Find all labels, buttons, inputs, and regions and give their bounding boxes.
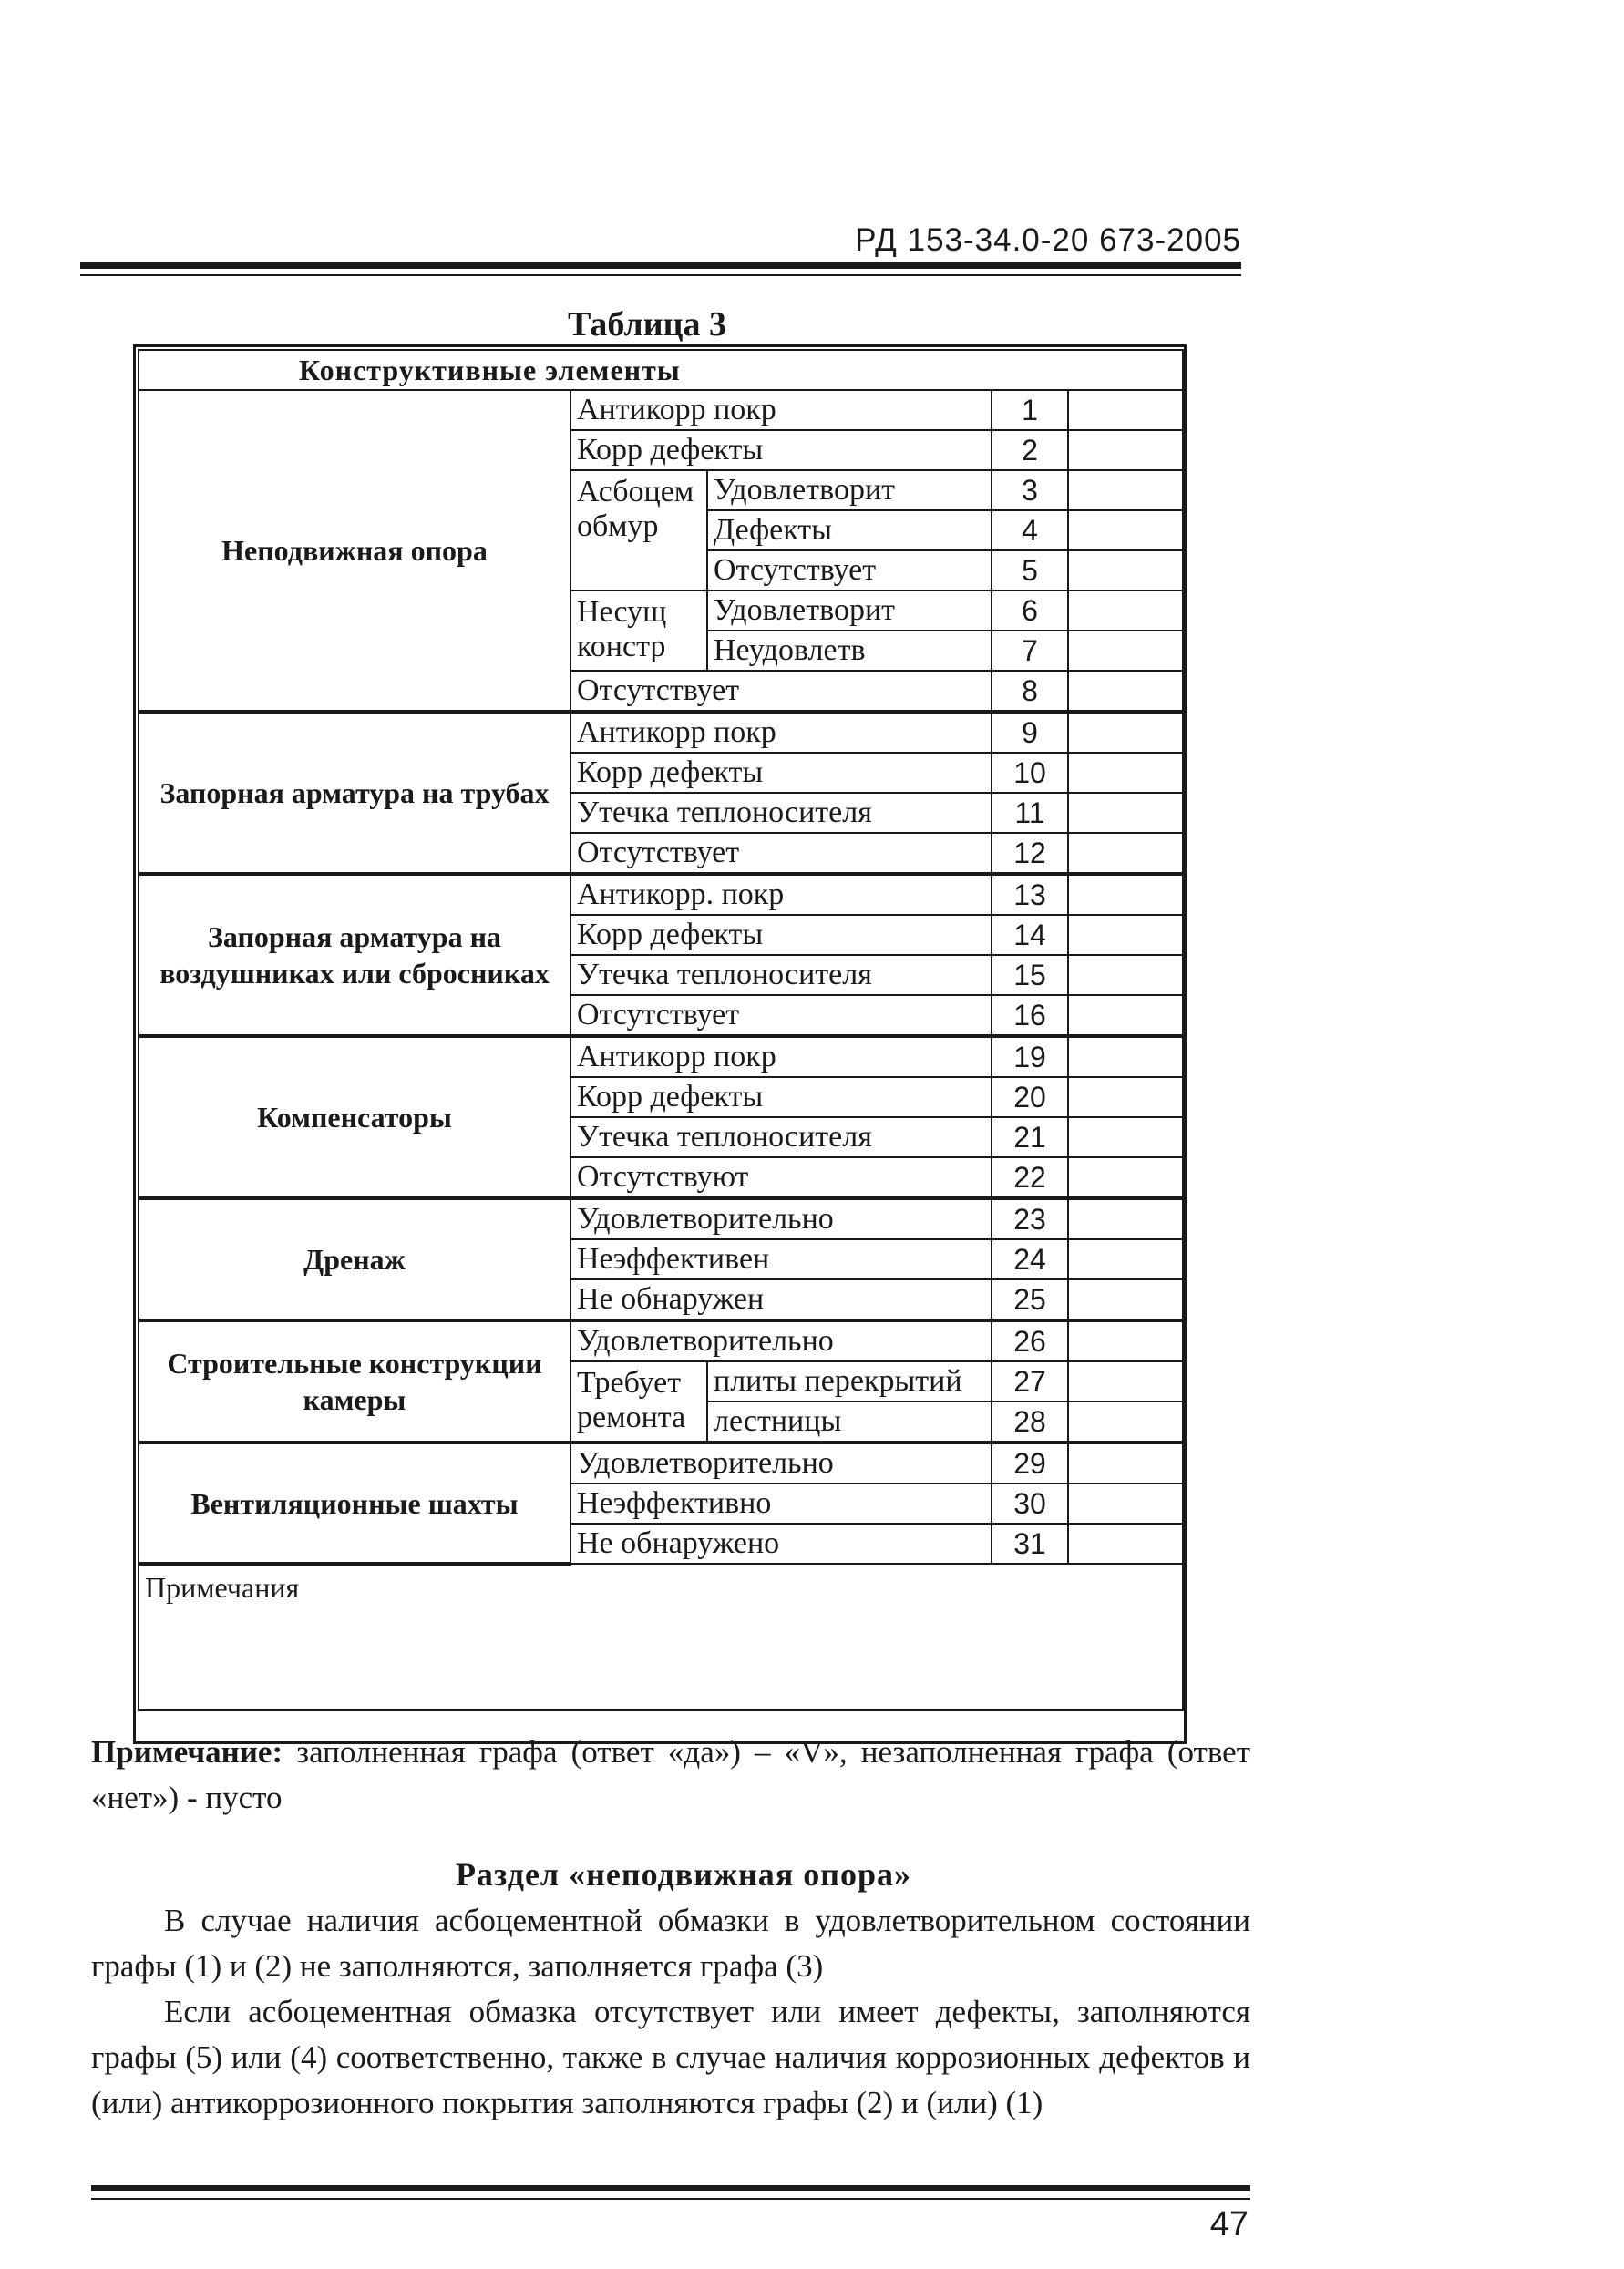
row-label: Утечка теплоносителя — [570, 1117, 992, 1157]
row-number: 25 — [992, 1279, 1068, 1320]
row-number: 29 — [992, 1443, 1068, 1484]
answer-cell[interactable] — [1068, 1239, 1183, 1279]
group-name: Строительные конструкции камеры — [139, 1320, 570, 1443]
row-number: 28 — [992, 1401, 1068, 1443]
row-number: 8 — [992, 671, 1068, 712]
answer-cell[interactable] — [1068, 793, 1183, 833]
row-number: 5 — [992, 550, 1068, 590]
answer-cell[interactable] — [1068, 430, 1183, 470]
row-label: Корр дефекты — [570, 430, 992, 470]
answer-cell[interactable] — [1068, 671, 1183, 712]
paragraph-2: Если асбоцементная обмазка отсутствует или имеет дефекты, заполняются графы (5) или (4) соответственно, также в случае наличия коррозионных дефектов и (или) антикоррозионного покрытия заполняются графы (2) и (или) (1) — [91, 1994, 1250, 2120]
answer-cell[interactable] — [1068, 1117, 1183, 1157]
row-number: 4 — [992, 510, 1068, 550]
row-label: Отсутствует — [707, 550, 992, 590]
answer-cell[interactable] — [1068, 550, 1183, 590]
row-number: 12 — [992, 833, 1068, 874]
row-number: 31 — [992, 1524, 1068, 1564]
row-label: Антикорр. покр — [570, 874, 992, 915]
section-title: Раздел «неподвижная опора» — [455, 1856, 912, 1893]
footer-rule — [91, 2185, 1250, 2191]
row-label: Отсутствуют — [570, 1157, 992, 1198]
row-label: Отсутствует — [570, 671, 992, 712]
answer-cell[interactable] — [1068, 1484, 1183, 1524]
notes-field[interactable]: Примечания — [139, 1564, 1183, 1710]
row-number: 21 — [992, 1117, 1068, 1157]
row-label: плиты перекрытий — [707, 1361, 992, 1401]
group-name: Дренаж — [139, 1198, 570, 1320]
row-label: Удовлетворительно — [570, 1198, 992, 1239]
group-name: Компенсаторы — [139, 1036, 570, 1198]
row-number: 24 — [992, 1239, 1068, 1279]
answer-cell[interactable] — [1068, 1524, 1183, 1564]
row-label: Удовлетворительно — [570, 1443, 992, 1484]
group-name: Запорная арматура на воздушниках или сбросниках — [139, 874, 570, 1036]
group-name: Запорная арматура на трубах — [139, 712, 570, 874]
answer-cell[interactable] — [1068, 1157, 1183, 1198]
row-number: 19 — [992, 1036, 1068, 1077]
answer-cell[interactable] — [1068, 955, 1183, 995]
row-label: Не обнаружено — [570, 1524, 992, 1564]
row-label: Утечка теплоносителя — [570, 955, 992, 995]
row-number: 9 — [992, 712, 1068, 753]
row-number: 16 — [992, 995, 1068, 1036]
row-label: Корр дефекты — [570, 1077, 992, 1117]
page-number: 47 — [1209, 2205, 1249, 2243]
answer-cell[interactable] — [1068, 753, 1183, 793]
answer-cell[interactable] — [1068, 1320, 1183, 1361]
row-number: 14 — [992, 915, 1068, 955]
row-number: 3 — [992, 470, 1068, 510]
header-rule-thin — [80, 274, 1241, 276]
answer-cell[interactable] — [1068, 1198, 1183, 1239]
table-header: Конструктивные элементы — [139, 350, 1183, 390]
row-label: Корр дефекты — [570, 753, 992, 793]
group-name: Вентиляционные шахты — [139, 1443, 570, 1564]
answer-cell[interactable] — [1068, 390, 1183, 430]
row-number: 1 — [992, 390, 1068, 430]
footer-rule-thin — [91, 2198, 1250, 2200]
header-rule — [80, 262, 1241, 269]
note-text: заполненная графа (ответ «да») – «V», незаполненная графа (ответ «нет») - пусто — [91, 1734, 1250, 1815]
row-label: Антикорр покр — [570, 390, 992, 430]
row-label: Корр дефекты — [570, 915, 992, 955]
row-number: 26 — [992, 1320, 1068, 1361]
row-label: Удовлетворительно — [570, 1320, 992, 1361]
paragraph-1: В случае наличия асбоцементной обмазки в удовлетворительном состоянии графы (1) и (2) не заполняются, заполняется графа (3) — [91, 1903, 1250, 1984]
answer-cell[interactable] — [1068, 510, 1183, 550]
row-label: Неэффективно — [570, 1484, 992, 1524]
subgroup-label: Несущ констр — [570, 590, 707, 671]
answer-cell[interactable] — [1068, 1279, 1183, 1320]
answer-cell[interactable] — [1068, 915, 1183, 955]
subgroup-label: Асбоцем обмур — [570, 470, 707, 590]
answer-cell[interactable] — [1068, 1361, 1183, 1401]
row-number: 7 — [992, 631, 1068, 671]
row-number: 20 — [992, 1077, 1068, 1117]
inspection-table — [138, 349, 1182, 1711]
answer-cell[interactable] — [1068, 590, 1183, 631]
row-number: 22 — [992, 1157, 1068, 1198]
row-label: Утечка теплоносителя — [570, 793, 992, 833]
row-label: Удовлетворит — [707, 470, 992, 510]
row-number: 27 — [992, 1361, 1068, 1401]
row-label: Отсутствует — [570, 995, 992, 1036]
answer-cell[interactable] — [1068, 995, 1183, 1036]
row-label: лестницы — [707, 1401, 992, 1443]
answer-cell[interactable] — [1068, 874, 1183, 915]
group-name: Неподвижная опора — [139, 390, 570, 712]
answer-cell[interactable] — [1068, 1036, 1183, 1077]
answer-cell[interactable] — [1068, 631, 1183, 671]
note-label: Примечание: — [91, 1734, 283, 1770]
row-number: 6 — [992, 590, 1068, 631]
row-label: Неудовлетв — [707, 631, 992, 671]
answer-cell[interactable] — [1068, 712, 1183, 753]
document-code: РД 153-34.0-20 673-2005 — [855, 222, 1241, 258]
row-label: Антикорр покр — [570, 1036, 992, 1077]
row-label: Не обнаружен — [570, 1279, 992, 1320]
table-caption: Таблица 3 — [567, 305, 727, 344]
answer-cell[interactable] — [1068, 833, 1183, 874]
answer-cell[interactable] — [1068, 1443, 1183, 1484]
row-number: 10 — [992, 753, 1068, 793]
subgroup-label: Требует ремонта — [570, 1361, 707, 1443]
row-number: 23 — [992, 1198, 1068, 1239]
answer-cell[interactable] — [1068, 1077, 1183, 1117]
row-number: 15 — [992, 955, 1068, 995]
row-number: 2 — [992, 430, 1068, 470]
row-label: Неэффективен — [570, 1239, 992, 1279]
row-label: Удовлетворит — [707, 590, 992, 631]
answer-cell[interactable] — [1068, 470, 1183, 510]
row-label: Дефекты — [707, 510, 992, 550]
row-number: 11 — [992, 793, 1068, 833]
answer-cell[interactable] — [1068, 1401, 1183, 1443]
row-label: Отсутствует — [570, 833, 992, 874]
row-label: Антикорр покр — [570, 712, 992, 753]
row-number: 13 — [992, 874, 1068, 915]
row-number: 30 — [992, 1484, 1068, 1524]
table-note — [91, 1730, 1250, 1821]
